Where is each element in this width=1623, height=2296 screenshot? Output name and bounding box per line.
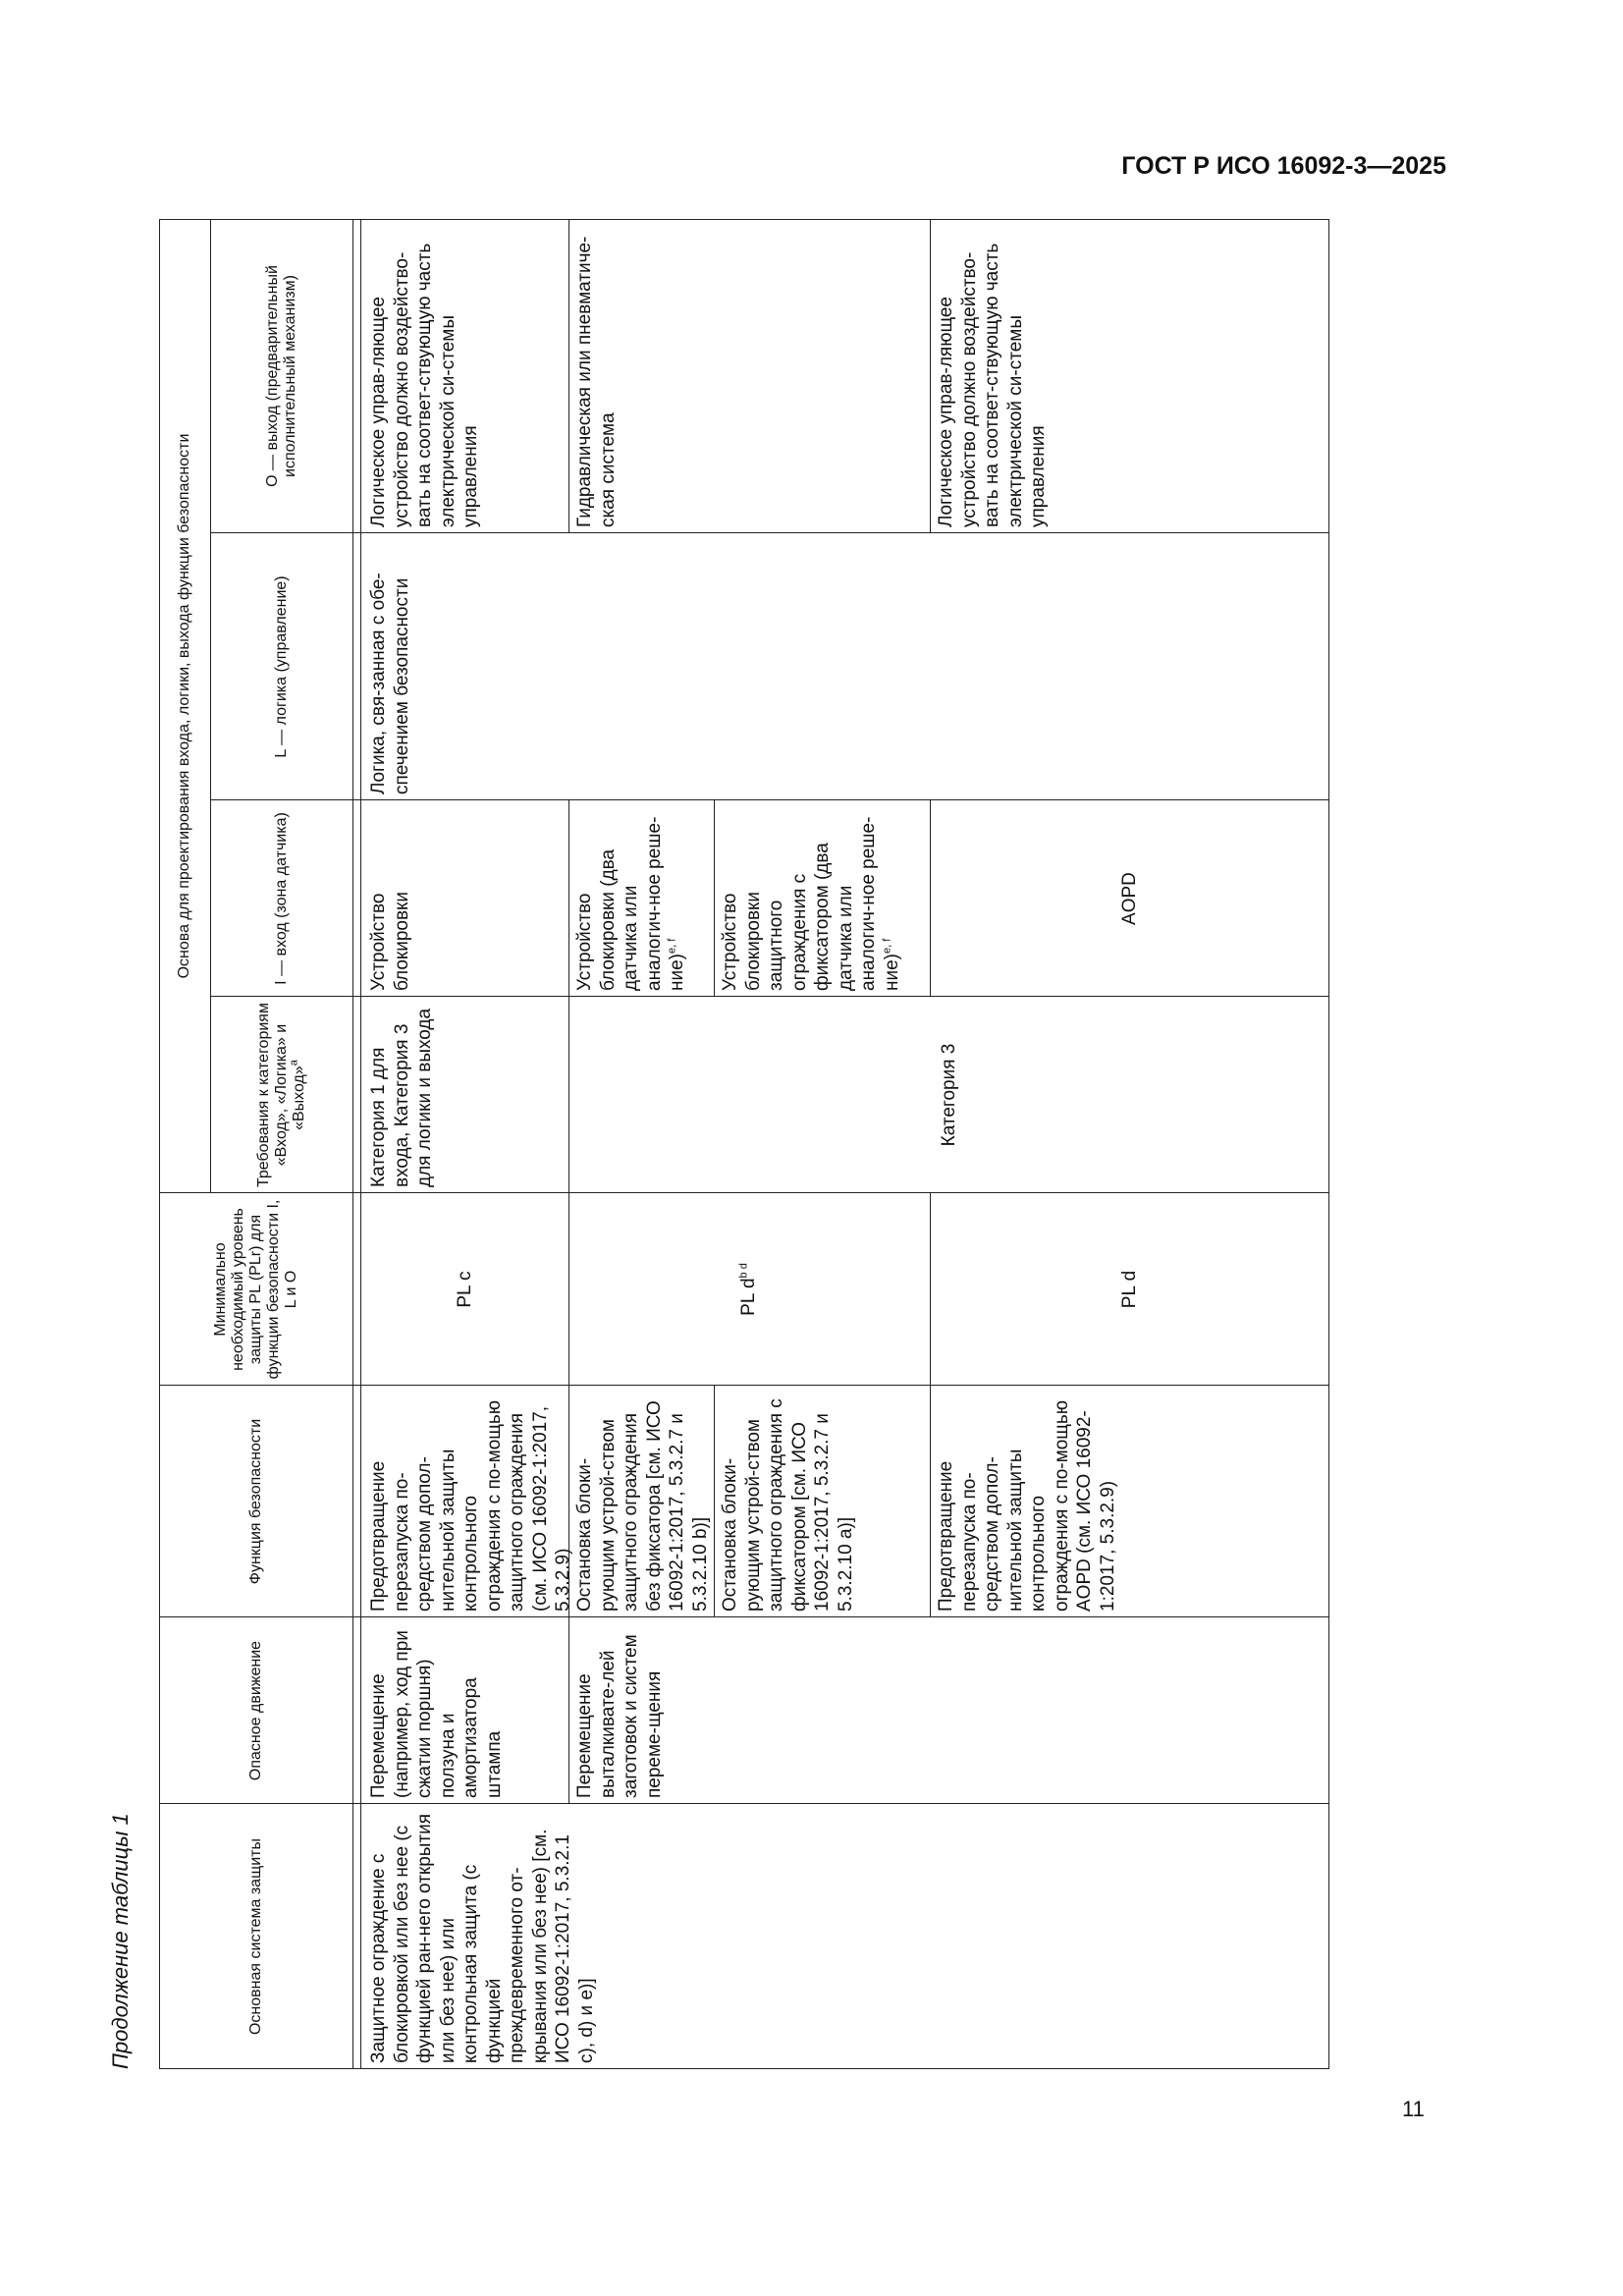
grid-line xyxy=(210,996,1329,997)
cell-input-aopd: AOPD xyxy=(1118,872,1140,925)
cell-function-restart-prevention: Предотвращение перезапуска по-средством допол-нительной защиты контрольного ограждения с по-мощью защитного ограждения (см. ИСО 16092-1:2017, 5.3.2.9) xyxy=(368,1399,573,1612)
header-hazardous-motion: Опасное движение xyxy=(246,1640,264,1781)
cell-pl-c: PL c xyxy=(455,1271,476,1308)
table-continuation-label: Продолжение таблицы 1 xyxy=(108,1813,133,2069)
page-number: 11 xyxy=(1402,2097,1425,2121)
grid-line xyxy=(568,800,569,1804)
grid-line xyxy=(930,800,931,997)
cell-function-restart-aopd: Предотвращение перезапуска по-средством допол-нительной защиты контрольного ограждения с по-мощью AOPD (см. ИСО 16092-1:2017, 5.3.2.9) xyxy=(936,1399,1118,1612)
header-logic: L — логика (управление) xyxy=(272,575,290,758)
grid-line xyxy=(352,219,353,2069)
grid-line xyxy=(159,1803,1329,1804)
cell-requirements-category-3: Категория 3 xyxy=(938,1043,959,1147)
grid-line xyxy=(568,219,569,533)
grid-line xyxy=(159,1385,1329,1386)
table-border xyxy=(159,219,1329,2069)
cell-output-hydraulic: Гидравлическая или пневматиче-ская система xyxy=(574,236,619,527)
header-output: O — выход (предварительный исполнительный механизм) xyxy=(263,265,298,487)
cell-pl-d-bd: PL $d^{b d}$ xyxy=(737,1263,760,1316)
grid-line xyxy=(714,800,715,997)
rotated-table-page xyxy=(108,219,1329,2069)
cell-motion-ejectors: Перемещение выталкивате-лей заготовок и систем переме-щения xyxy=(574,1634,665,1798)
grid-line xyxy=(210,219,211,1193)
header-min-pl: Минимально необходимый уровень защиты PL (PLr) для функции безопасности I, L и O xyxy=(211,1199,299,1380)
header-safety-function: Функция безопасности xyxy=(246,1418,264,1585)
cell-input-interlock: Устройство блокировки xyxy=(368,892,412,991)
cell-logic-safety: Логика, свя-занная с обе-спечением безопасности xyxy=(368,573,412,794)
cell-output-logic-control-2: Логическое управ-ляющее устройство должно воздейство-вать на соответ-ствующую часть электрической си-стемы управления xyxy=(936,243,1049,527)
cell-requirements-categories: Категория 1 для входа, Категория 3 для логики и выхода xyxy=(368,1008,435,1187)
cell-function-stop-with-lock: Остановка блоки-рующим устрой-ством защитного ограждения с фиксатором [см. ИСО 16092-1:2017, 5.3.2.7 и 5.3.2.10 a)] xyxy=(720,1398,856,1612)
header-input: I — вход (зона датчика) xyxy=(272,812,290,985)
cell-output-logic-control-1: Логическое управ-ляющее устройство должно воздейство-вать на соответ-ствующую часть электрической си-стемы управления xyxy=(368,243,481,527)
cell-motion-ram: Перемещение (например, ход при сжатии поршня) ползуна и амортизатора штампа xyxy=(368,1630,505,1798)
grid-line xyxy=(210,799,1329,800)
cell-basic-system: Защитное ограждение с блокировкой или без нее (с функцией ран-него открытия или без нее) или контрольная защита (с функцией преждевременного от-крывания или без нее) [см. ИСО 16092-1:2017, 5.3.2.1 с), d) и e)] xyxy=(368,1813,597,2063)
grid-line xyxy=(159,1616,1329,1617)
grid-line xyxy=(930,1193,931,1617)
header-category-requirements: Требования к категориям «Вход», «Логика» и «Выход»$^a$ xyxy=(254,1003,307,1187)
cell-function-stop-without-lock: Остановка блоки-рующим устрой-ством защитного ограждения без фиксатора [см. ИСО 16092-1:2017, 5.3.2.7 и 5.3.2.10 b)] xyxy=(574,1400,711,1612)
grid-line xyxy=(930,219,931,533)
grid-line xyxy=(714,1386,715,1617)
grid-line xyxy=(210,532,1329,533)
cell-input-guard-lock-two-sensors: Устройство блокировки защитного ограждения с фиксатором (два датчика или аналогич-ное реше-ние)$^{e, f}$ xyxy=(720,816,902,991)
document-header: ГОСТ Р ИСО 16092-3—2025 xyxy=(1121,152,1446,180)
grid-line xyxy=(360,219,361,2069)
grid-line xyxy=(159,1192,1329,1193)
cell-input-interlock-two-sensors: Устройство блокировки (два датчика или аналогич-ное реше-ние)$^{e, f}$ xyxy=(574,816,687,991)
header-basic-system: Основная система защиты xyxy=(246,1838,264,2036)
header-design-basis-group: Основа для проектирования входа, логики, выхода функции безопасности xyxy=(176,433,192,979)
data-table xyxy=(159,219,1329,2069)
cell-pl-d: PL d xyxy=(1118,1270,1140,1309)
